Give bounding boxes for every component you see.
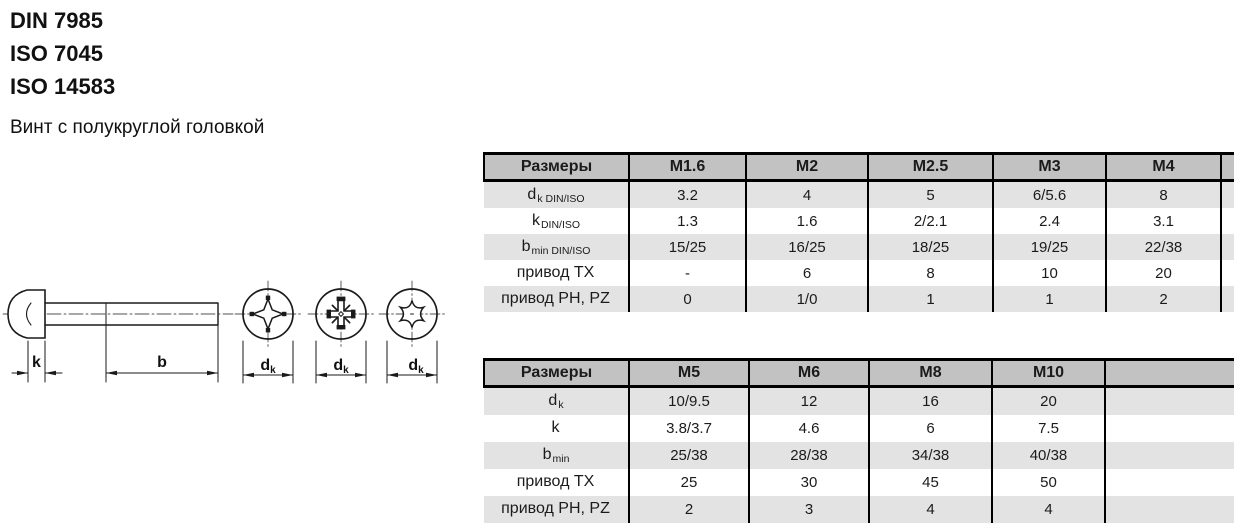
table-row [484,181,1234,209]
row-label: k [551,419,560,436]
technical-drawing [0,262,470,412]
value-cell: 20 [1106,260,1221,286]
value-cell: 3.2 [629,181,746,209]
value-cell: 8 [868,260,993,286]
value-cell: 18/25 [868,234,993,260]
row-label: $d_{k DIN/ISO}$ [484,181,629,209]
value-cell: 6 [869,415,992,442]
value-cell: 16 [869,387,992,416]
value-cell: - [629,260,746,286]
value-cell: 50 [992,469,1105,496]
value-cell: 5 [868,181,993,209]
value-cell: 4 [992,496,1105,523]
value-cell: 2 [1106,286,1221,312]
value-cell: 25/38 [629,442,749,469]
value-cell: 12 [749,387,869,416]
row-label: привод TX [516,263,595,281]
column-header: M1.6 [629,154,746,181]
dk-dimension-label: dk [333,357,349,376]
table-row [484,469,1234,496]
column-header: M2 [746,154,868,181]
product-title: Винт с полукруглой головкой [10,117,265,138]
standard-iso-14583: ISO 14583 [10,74,116,99]
value-cell: 16/25 [746,234,868,260]
column-header: M8 [869,360,992,387]
pozidriv-head-view [308,281,374,347]
row-label: привод PH, PZ [484,286,629,312]
value-cell-spacer [1221,286,1234,312]
value-cell: 7.5 [992,415,1105,442]
row-label: $k_{DIN/ISO}$ [531,211,581,231]
value-cell [1105,442,1234,469]
value-cell-spacer [1221,181,1234,209]
value-cell: 25 [629,469,749,496]
k-dimension-label: k [32,354,41,371]
value-cell: 3.8/3.7 [629,415,749,442]
standards-list [10,4,115,103]
table-row [484,208,1234,234]
dimensions-table-small-sizes [483,152,1234,312]
value-cell: 40/38 [992,442,1105,469]
value-cell: 10 [993,260,1106,286]
value-cell: 3 [749,496,869,523]
column-header: M3 [993,154,1106,181]
table-row [484,496,1234,523]
dimension-dk-pozidriv [316,341,366,383]
value-cell: 4 [869,496,992,523]
header-row [484,360,1234,387]
value-cell: 4.6 [749,415,869,442]
value-cell: 1.6 [746,208,868,234]
row-label: $b_{min}$ [484,442,629,469]
table-row [484,260,1234,286]
value-cell: 30 [749,469,869,496]
phillips-head-view [235,281,301,347]
value-cell: 3.1 [1106,208,1221,234]
table-row [484,387,1234,416]
value-cell: 22/38 [1106,234,1221,260]
dk-dimension-label: dk [260,357,276,376]
value-cell: 1 [868,286,993,312]
dimensions-table-large-sizes [483,358,1234,523]
value-cell-spacer [1221,234,1234,260]
column-header: M10 [992,360,1105,387]
value-cell [1105,415,1234,442]
table-row [484,415,1234,442]
value-cell-spacer [1221,260,1234,286]
b-dimension-label: b [157,354,167,371]
value-cell-spacer [1221,208,1234,234]
table-row [484,234,1234,260]
value-cell [1105,469,1234,496]
column-header: Размеры [484,154,629,181]
value-cell: 2 [629,496,749,523]
value-cell: 19/25 [993,234,1106,260]
value-cell: 28/38 [749,442,869,469]
standard-iso-7045: ISO 7045 [10,41,103,66]
dimension-b [106,354,218,375]
value-cell: 6 [746,260,868,286]
torx-head-view [379,281,445,347]
column-header [1105,360,1234,387]
column-header: M4 [1106,154,1221,181]
header-row [484,154,1234,181]
row-label: привод PH, PZ [484,496,629,523]
table-row [484,286,1234,312]
value-cell: 1.3 [629,208,746,234]
dimension-dk-torx [387,341,437,383]
value-cell: 2/2.1 [868,208,993,234]
value-cell: 2.4 [993,208,1106,234]
standard-din-7985: DIN 7985 [10,8,103,33]
value-cell: 10/9.5 [629,387,749,416]
value-cell: 6/5.6 [993,181,1106,209]
dimension-k [12,341,62,382]
value-cell: 1 [993,286,1106,312]
value-cell: 8 [1106,181,1221,209]
value-cell: 1/0 [746,286,868,312]
column-header: Размеры [484,360,629,387]
row-label: привод TX [516,473,595,490]
dk-dimension-label: dk [408,357,424,376]
value-cell [1105,387,1234,416]
column-header: M5 [629,360,749,387]
value-cell: 45 [869,469,992,496]
row-label: $d_k$ [484,387,629,416]
value-cell: 15/25 [629,234,746,260]
dimension-dk-phillips [243,341,293,383]
value-cell [1105,496,1234,523]
value-cell: 34/38 [869,442,992,469]
row-label: $b_{min DIN/ISO}$ [484,234,629,260]
value-cell: 0 [629,286,746,312]
table-row [484,442,1234,469]
column-header: M6 [749,360,869,387]
value-cell: 4 [746,181,868,209]
value-cell: 20 [992,387,1105,416]
column-header: M2.5 [868,154,993,181]
column-header-spacer [1221,154,1234,181]
